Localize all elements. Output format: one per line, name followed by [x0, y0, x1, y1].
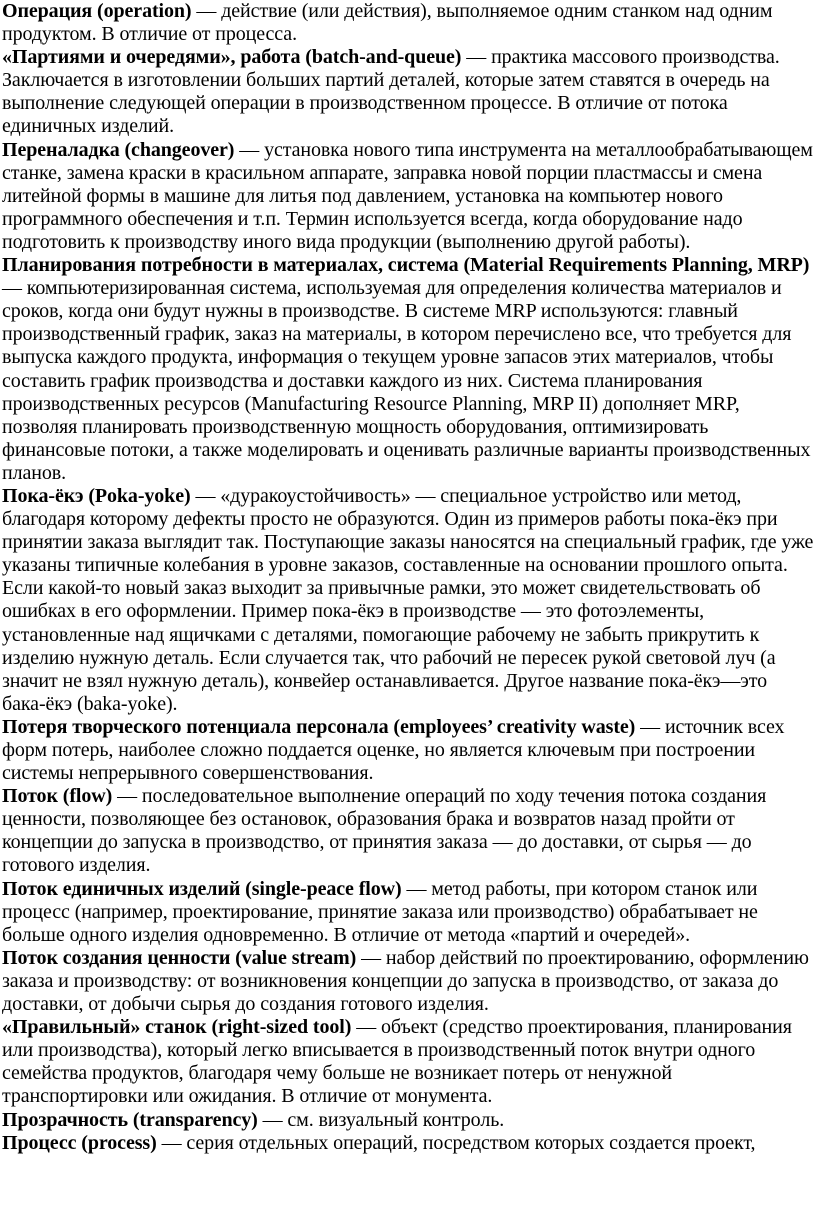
- entry-term: Поток (flow): [2, 785, 113, 808]
- entry-definition: — метод работы, при котором станок или процесс (например, проектирование, принятие заказа или производство) обрабатывает не больше одного изделия одновременно. В отличие от метода «партий и очередей».: [2, 877, 758, 946]
- entry-definition: — набор действий по проектированию, оформлению заказа и производству: от возникновения концепции до запуска в производство, от заказа до доставки, от добычи сырья до создания готового изделия.: [2, 946, 809, 1016]
- entry-term: Планирования потребности в материалах, система (Material Requirements Planning, MRP): [2, 254, 810, 277]
- glossary-entry-changeover: [2, 139, 814, 254]
- glossary-entry-right-sized-tool: [2, 1016, 814, 1108]
- entry-term: Потеря творческого потенциала персонала (employees’ creativity waste): [2, 715, 636, 738]
- glossary-entry-batch-and-queue: [2, 46, 814, 138]
- glossary-entry-operation: [2, 0, 814, 46]
- entry-term: Поток единичных изделий (single-peace flow): [2, 877, 402, 900]
- glossary-entry-single-piece-flow: [2, 878, 814, 947]
- entry-definition: — объект (средство проектирования, планирования или производства), который легко вписывается в производственный поток внутри одного семейства продуктов, благодаря чему больше не возникает потерь от ненужной транспортировки или ожидания. В отличие от монумента.: [2, 1016, 792, 1108]
- entry-term: Поток создания ценности (value stream): [2, 946, 357, 969]
- entry-term: «Правильный» станок (right-sized tool): [2, 1016, 352, 1039]
- entry-definition: — действие (или действия), выполняемое одним станком над одним продуктом. В отличие от процесса.: [2, 0, 773, 46]
- glossary-entry-value-stream: [2, 947, 814, 1016]
- entry-definition: — источник всех форм потерь, наиболее сложно поддается оценке, но является ключевым при построении системы непрерывного совершенствования.: [2, 715, 785, 785]
- entry-definition: — «дуракоустойчивость» — специальное устройство или метод, благодаря которому дефекты просто не образуются. Один из примеров работы пока-ёкэ при принятии заказа выглядит так. Поступающие заказы наносятся на специальный график, где уже указаны типичные колебания в уровне заказов, составленные на основании прошлого опыта. Если какой-то новый заказ выходит за привычные рамки, это может свидетельствовать об ошибках в его оформлении. Пример пока-ёкэ в производстве — это фотоэлементы, установленные над ящичками с деталями, помогающие рабочему не забыть прикрутить к изделию нужную деталь. Если случается так, что рабочий не пересек рукой световой луч (а значит не взял нужную деталь), конвейер останавливается. Другое название пока-ёкэ—это бака-ёкэ (baka-yoke).: [2, 484, 814, 715]
- entry-term: Прозрачность (transparency): [2, 1108, 258, 1131]
- entry-definition: — практика массового производства. Заключается в изготовлении больших партий деталей, которые затем ставятся в очередь на выполнение следующей операции в производственном процессе. В отличие от потока единичных изделий.: [2, 46, 780, 138]
- entry-definition: — установка нового типа инструмента на металлообрабатывающем станке, замена краски в красильном аппарате, заправка новой порции пластмассы и смена литейной формы в машине для литья под давлением, установка на компьютер нового программного обеспечения и т.п. Термин используется всегда, когда оборудование надо подготовить к производству иного вида продукции (выполнению другой работы).: [2, 138, 813, 253]
- entry-definition: — компьютеризированная система, используемая для определения количества материалов и сроков, когда они будут нужны в производстве. В системе MRP используются: главный производственный график, заказ на материалы, в котором перечислено все, что требуется для выпуска каждого продукта, информация о текущем уровне запасов этих материалов, чтобы составить график производства и доставки каждого из них. Система планирования производственных ресурсов (Manufacturing Resource Planning, MRP II) дополняет MRP, позволяя планировать производственную мощность оборудования, оптимизировать финансовые потоки, а также моделировать и оценивать различные варианты производственных планов.: [2, 277, 811, 484]
- entry-definition: — серия отдельных операций, посредством которых создается проект,: [156, 1131, 756, 1154]
- entry-term: Операция (operation): [2, 0, 192, 22]
- glossary-entry-mrp: [2, 254, 814, 485]
- entry-term: Пока-ёкэ (Poka-yoke): [2, 484, 191, 507]
- entry-term: Переналадка (changeover): [2, 138, 235, 161]
- glossary-entry-poka-yoke: [2, 485, 814, 716]
- entry-definition: — см. визуальный контроль.: [257, 1108, 505, 1131]
- entry-term: Процесс (process): [2, 1131, 157, 1154]
- glossary-entry-process: [2, 1132, 814, 1155]
- glossary-entry-creativity-waste: [2, 716, 814, 785]
- glossary-entry-flow: [2, 785, 814, 877]
- entry-definition: — последовательное выполнение операций по ходу течения потока создания ценности, позволяющее без остановок, образования брака и возвратов назад пройти от концепции до запуска в производство, от принятия заказа — до доставки, от сырья — до готового изделия.: [2, 785, 767, 877]
- entry-term: «Партиями и очередями», работа (batch-and-queue): [2, 46, 462, 69]
- glossary-entry-transparency: [2, 1109, 814, 1132]
